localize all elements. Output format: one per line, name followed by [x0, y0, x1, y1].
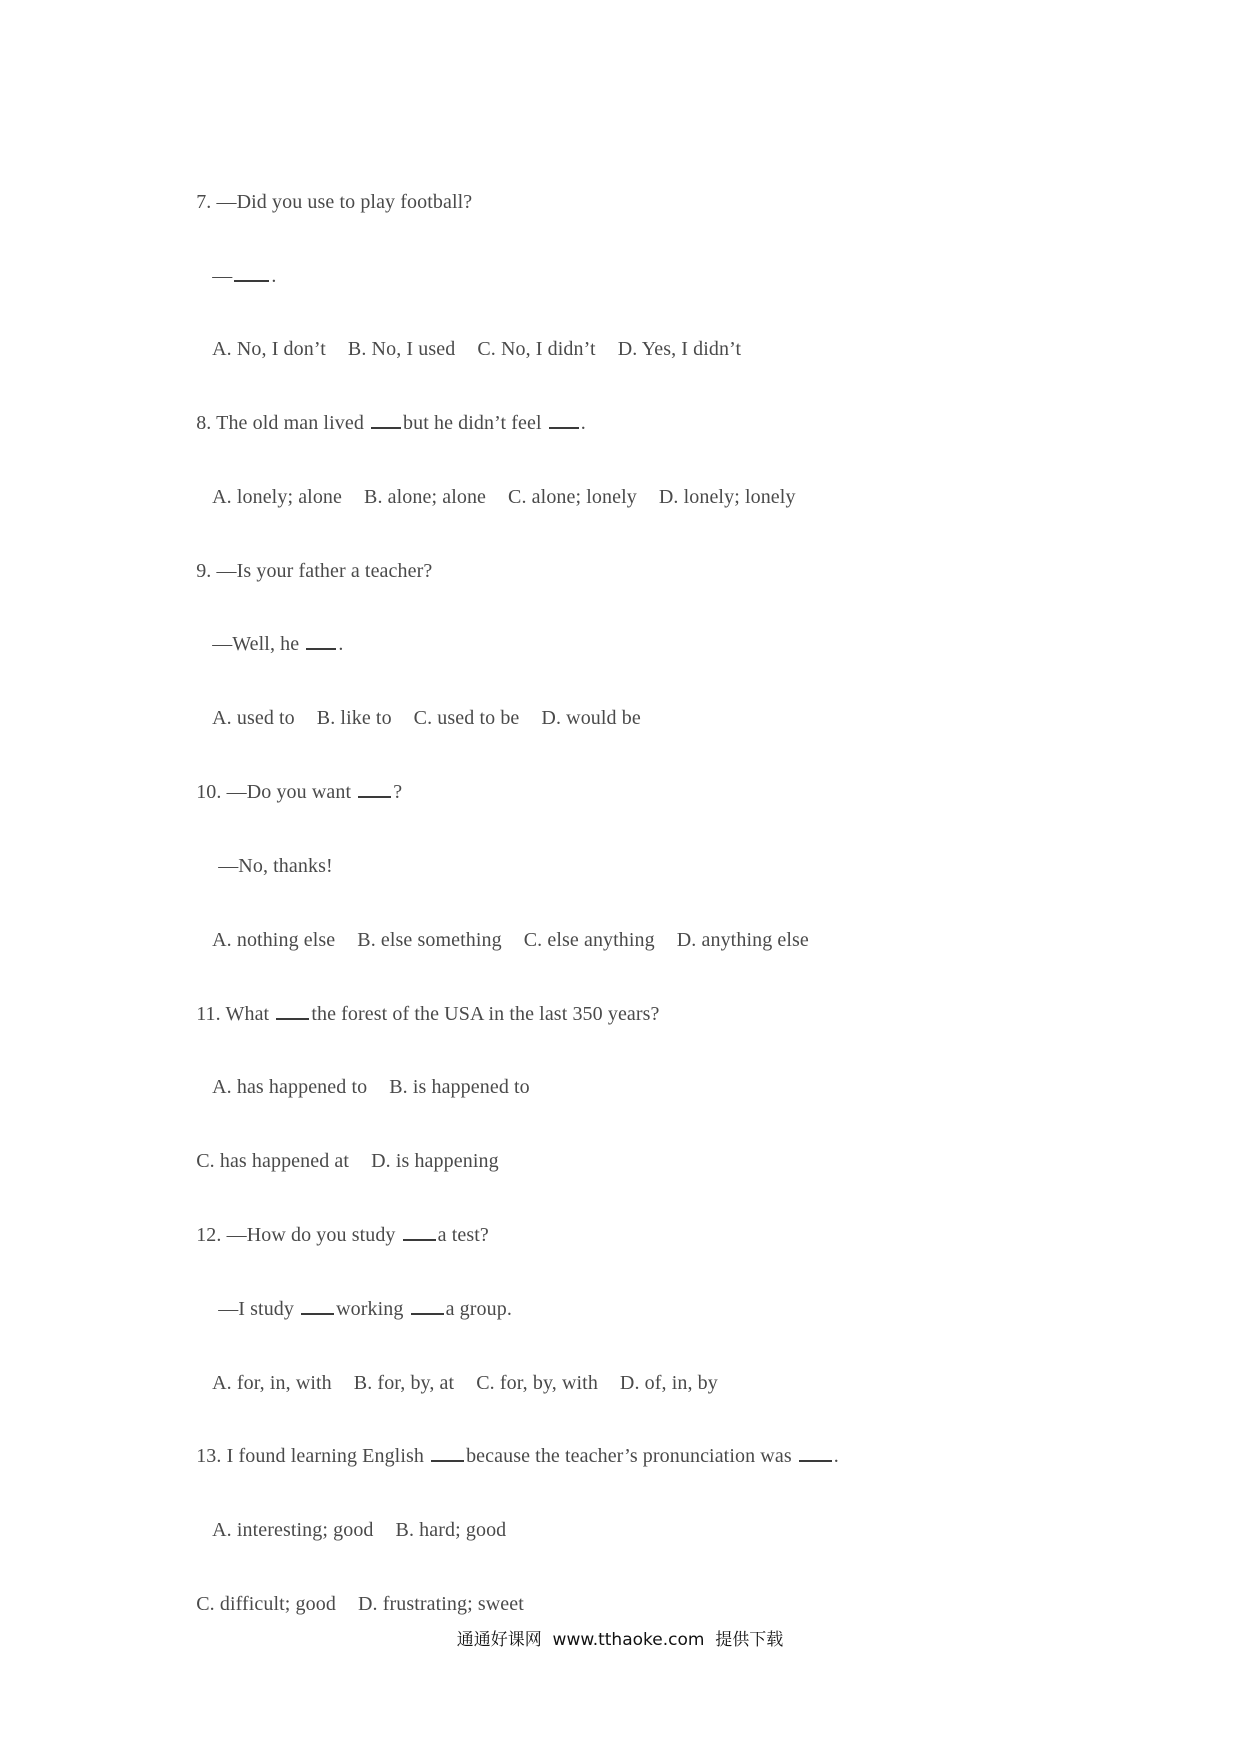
question-11-stem — [186, 978, 660, 1026]
question-7-stem-text: 7. —Did you use to play football? — [196, 191, 473, 213]
option-c: C. has happened at — [196, 1150, 350, 1172]
question-7-reply — [202, 240, 276, 288]
option-b: B. alone; alone — [364, 486, 487, 508]
option-a: A. nothing else — [212, 929, 336, 951]
option-d: D. lonely; lonely — [658, 486, 796, 508]
option-c: C. else anything — [523, 929, 655, 951]
option-d: D. frustrating; sweet — [357, 1593, 524, 1615]
option-b: B. for, by, at — [353, 1372, 455, 1394]
question-11-options-row-2 — [186, 1125, 499, 1173]
option-a: A. interesting; good — [212, 1519, 374, 1541]
question-13-stem-part-3: . — [833, 1445, 839, 1467]
option-d: D. anything else — [676, 929, 809, 951]
question-13-stem — [186, 1420, 839, 1468]
question-8-options — [203, 461, 796, 509]
question-7-stem — [186, 166, 472, 214]
answer-blank — [276, 1002, 309, 1020]
option-d: D. Yes, I didn’t — [617, 338, 742, 360]
question-9-reply-part-2: . — [338, 633, 344, 655]
question-11-stem-part-1: 11. What — [196, 1003, 275, 1025]
question-7-reply-dash: — — [212, 265, 233, 287]
option-c: C. alone; lonely — [508, 486, 637, 508]
question-7-reply-end: . — [271, 265, 277, 287]
question-10-stem — [186, 756, 402, 804]
option-c: C. difficult; good — [196, 1593, 336, 1615]
option-a: A. used to — [212, 707, 295, 729]
answer-blank — [549, 411, 579, 429]
question-10-stem-part-2: ? — [393, 781, 403, 803]
question-10-reply-text: —No, thanks! — [218, 855, 333, 877]
question-12-reply — [208, 1273, 512, 1321]
question-7-options — [203, 313, 741, 361]
answer-blank — [301, 1297, 334, 1315]
answer-blank — [431, 1444, 464, 1462]
answer-blank — [306, 632, 336, 650]
question-10-stem-part-1: 10. —Do you want — [196, 781, 357, 803]
answer-blank — [358, 780, 391, 798]
question-9-stem — [186, 535, 432, 583]
question-9-reply-part-1: —Well, he — [212, 633, 305, 655]
question-13-stem-part-1: 13. I found learning English — [196, 1445, 430, 1467]
question-11-stem-part-2: the forest of the USA in the last 350 years? — [311, 1003, 660, 1025]
option-b: B. No, I used — [347, 338, 456, 360]
option-b: B. like to — [316, 707, 392, 729]
option-c: C. No, I didn’t — [477, 338, 596, 360]
question-13-options-row-2 — [186, 1568, 524, 1616]
option-a: A. has happened to — [212, 1076, 368, 1098]
question-12-options — [203, 1347, 718, 1395]
option-b: B. hard; good — [395, 1519, 507, 1541]
page-footer — [0, 1625, 1240, 1650]
option-a: A. lonely; alone — [212, 486, 343, 508]
answer-blank — [234, 264, 269, 282]
option-a: A. No, I don’t — [212, 338, 326, 360]
question-11-options-row-1 — [203, 1051, 530, 1099]
option-c: C. used to be — [413, 707, 520, 729]
question-12-reply-part-3: a group. — [445, 1298, 512, 1320]
question-10-reply — [208, 830, 333, 878]
option-d: D. is happening — [371, 1150, 499, 1172]
option-b: B. is happened to — [389, 1076, 530, 1098]
question-9-options — [203, 682, 641, 730]
answer-blank — [799, 1444, 832, 1462]
question-12-stem-part-1: 12. —How do you study — [196, 1224, 401, 1246]
question-9-reply — [202, 608, 343, 656]
question-13-stem-part-2: because the teacher’s pronunciation was — [466, 1445, 797, 1467]
option-b: B. else something — [357, 929, 502, 951]
question-8-stem-part-2: but he didn’t feel — [403, 412, 547, 434]
footer-text: 通通好课网 www.tthaoke.com 提供下载 — [456, 1630, 784, 1650]
question-8-stem-part-1: 8. The old man lived — [196, 412, 370, 434]
option-a: A. for, in, with — [212, 1372, 332, 1394]
question-9-stem-text: 9. —Is your father a teacher? — [196, 560, 433, 582]
question-12-reply-part-2: working — [336, 1298, 409, 1320]
question-8-stem — [186, 387, 586, 435]
option-d: D. of, in, by — [619, 1372, 718, 1394]
answer-blank — [403, 1223, 436, 1241]
answer-blank — [371, 411, 401, 429]
option-c: C. for, by, with — [476, 1372, 598, 1394]
option-d: D. would be — [541, 707, 641, 729]
question-12-stem — [186, 1199, 489, 1247]
question-10-options — [203, 904, 809, 952]
answer-blank — [411, 1297, 444, 1315]
question-8-stem-part-3: . — [580, 412, 586, 434]
question-13-options-row-1 — [203, 1494, 506, 1542]
question-12-reply-part-1: —I study — [218, 1298, 300, 1320]
question-12-stem-part-2: a test? — [437, 1224, 489, 1246]
